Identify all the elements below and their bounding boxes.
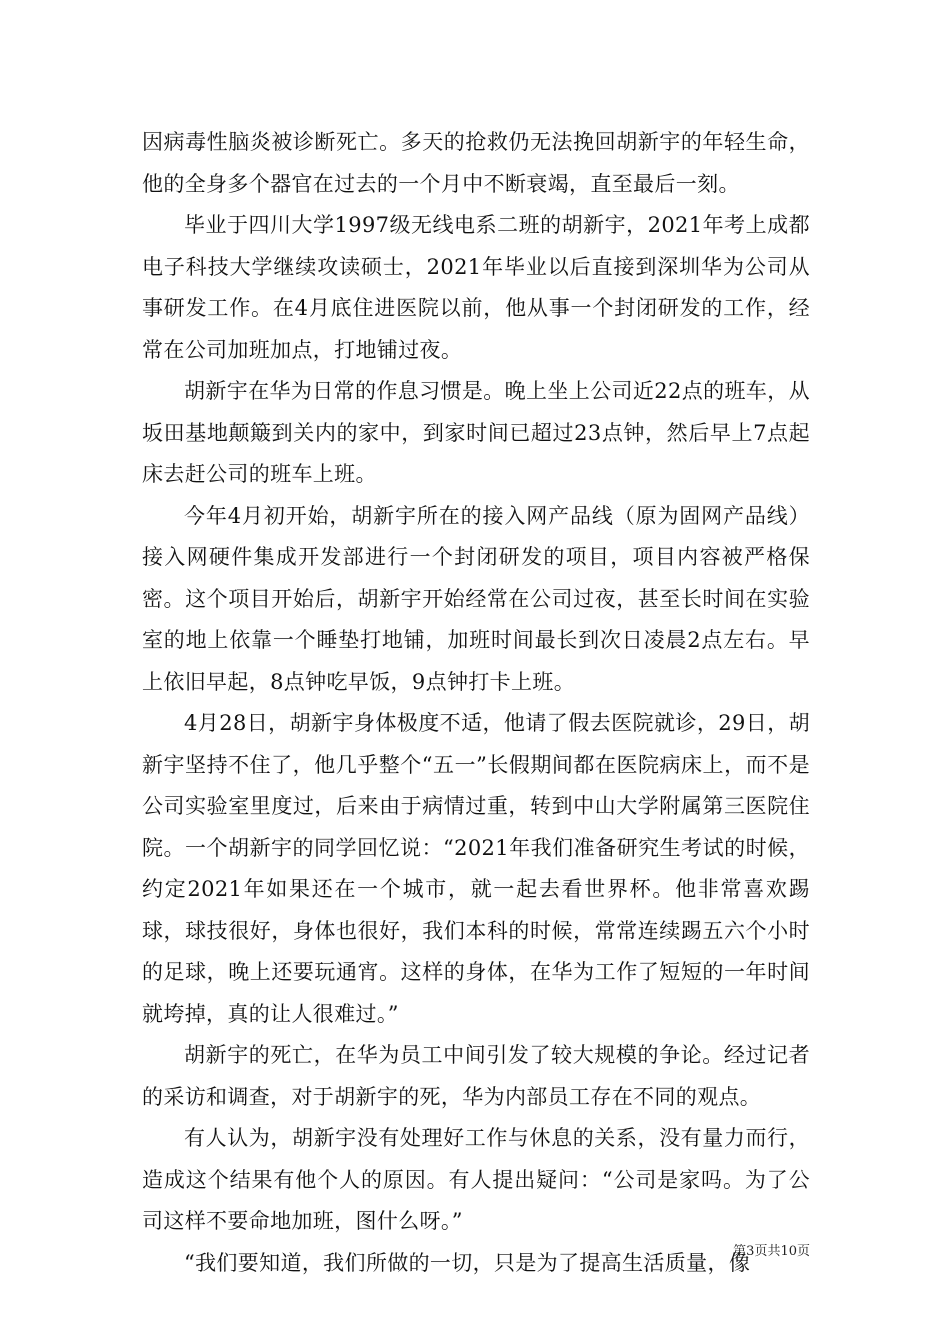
paragraph: 毕业于四川大学1997级无线电系二班的胡新宇，2021年考上成都电子科技大学继续攻读硕士，2021年毕业以后直接到深圳华为公司从事研发工作。在4月底住进医院以前，他从事一个封闭研发的工作，经常在公司加班加点，打地铺过夜。 <box>142 213 810 362</box>
paragraph: 今年4月初开始，胡新宇所在的接入网产品线（原为固网产品线）接入网硬件集成开发部进行一个封闭研发的项目，项目内容被严格保密。这个项目开始后，胡新宇开始经常在公司过夜，甚至长时间在实验室的地上依靠一个睡垫打地铺，加班时间最长到次日凌晨2点左右。早上依旧早起，8点钟吃早饭，9点钟打卡上班。 <box>142 503 810 694</box>
paragraph-continued: 因病毒性脑炎被诊断死亡。多天的抢救仍无法挽回胡新宇的年轻生命，他的全身多个器官在过去的一个月中不断衰竭，直至最后一刻。 <box>142 130 810 196</box>
body-text <box>142 122 810 1284</box>
paragraph: 4月28日，胡新宇身体极度不适，他请了假去医院就诊，29日，胡新宇坚持不住了，他几乎整个“五一”长假期间都在医院病床上，而不是公司实验室里度过，后来由于病情过重，转到中山大学附属第三医院住院。一个胡新宇的同学回忆说：“2021年我们准备研究生考试的时候，约定2021年如果还在一个城市，就一起去看世界杯。他非常喜欢踢球，球技很好，身体也很好，我们本科的时候，常常连续踢五六个小时的足球，晚上还要玩通宵。这样的身体，在华为工作了短短的一年时间就垮掉，真的让人很难过。” <box>142 711 810 1026</box>
page-number: 第3页共10页 <box>733 1244 810 1259</box>
paragraph-truncated: “我们要知道，我们所做的一切，只是为了提高生活质量，像 <box>184 1250 751 1275</box>
paragraph: 胡新宇在华为日常的作息习惯是。晚上坐上公司近22点的班车，从坂田基地颠簸到关内的家中，到家时间已超过23点钟，然后早上7点起床去赶公司的班车上班。 <box>142 379 810 486</box>
paragraph: 有人认为，胡新宇没有处理好工作与休息的关系，没有量力而行，造成这个结果有他个人的原因。有人提出疑问：“公司是家吗。为了公司这样不要命地加班，图什么呀。” <box>142 1126 810 1233</box>
paragraph: 胡新宇的死亡，在华为员工中间引发了较大规模的争论。经过记者的采访和调查，对于胡新宇的死，华为内部员工存在不同的观点。 <box>142 1043 810 1109</box>
